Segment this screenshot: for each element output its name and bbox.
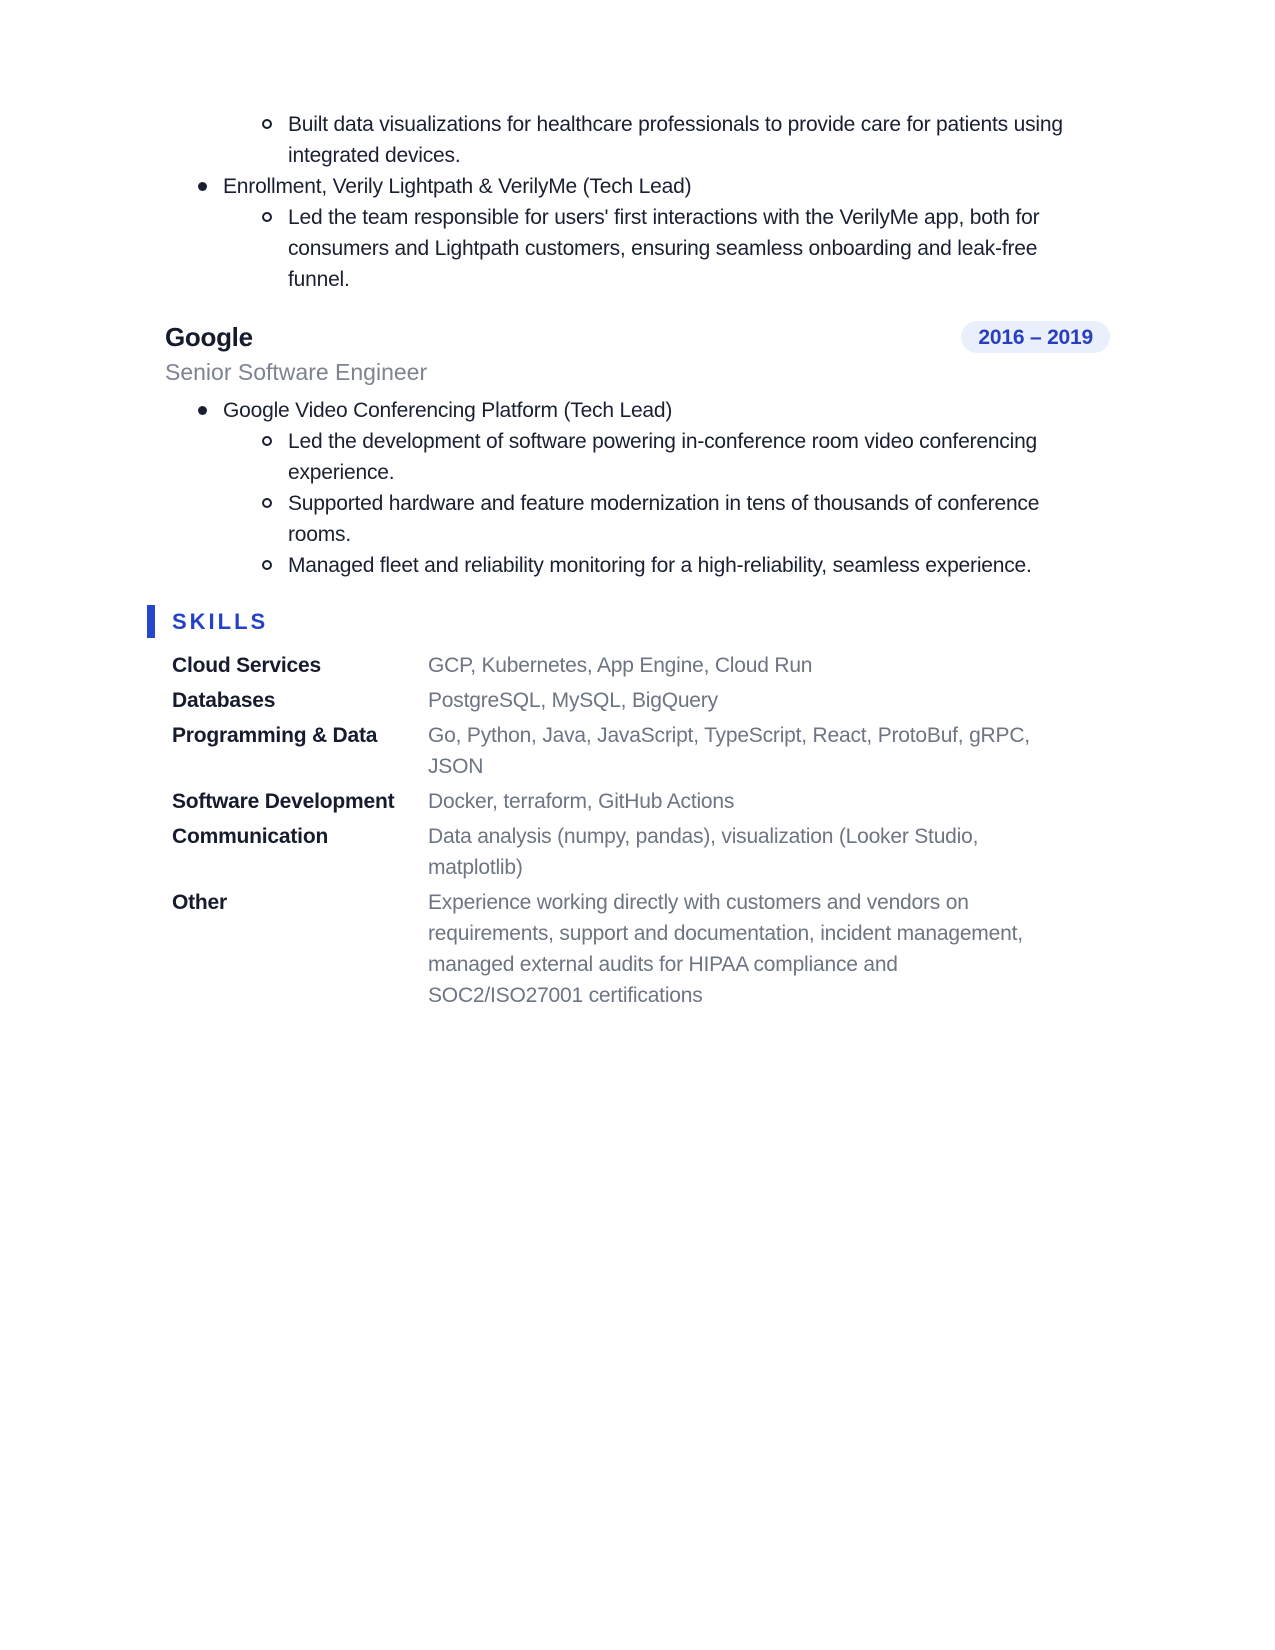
skills-section (165, 605, 1110, 1011)
skill-row (172, 650, 1110, 681)
date-range-badge: 2016 – 2019 (961, 321, 1110, 353)
experience-entry-google (165, 321, 1110, 581)
list-item (165, 426, 1110, 488)
skills-table (172, 650, 1110, 1011)
section-title: SKILLS (172, 608, 269, 634)
job-title: Senior Software Engineer (165, 359, 428, 385)
skill-category-label: Programming & Data (172, 724, 378, 747)
bullet-text: Enrollment, Verily Lightpath & VerilyMe (Tech Lead) (223, 175, 692, 198)
bullet-text: Led the team responsible for users' first interactions with the VerilyMe app, both for consumers and Lightpath customers, ensuring seamless onboarding and leak-free funnel. (288, 206, 1040, 291)
list-item (165, 109, 1110, 171)
experience-bullet-list (165, 395, 1110, 581)
skill-category-label: Software Development (172, 790, 395, 813)
list-item (165, 395, 1110, 581)
skill-value: GCP, Kubernetes, App Engine, Cloud Run (428, 654, 813, 677)
skill-category-label: Cloud Services (172, 654, 321, 677)
skill-row (172, 887, 1110, 1011)
job-header (165, 321, 1110, 353)
skill-row (172, 821, 1110, 883)
bullet-text: Built data visualizations for healthcare professionals to provide care for patients using integrated devices. (288, 113, 1063, 167)
bullet-text: Led the development of software powering in-conference room video conferencing experience. (288, 430, 1038, 484)
skill-row (172, 685, 1110, 716)
company-name: Google (165, 321, 253, 352)
bullet-text: Managed fleet and reliability monitoring for a high-reliability, seamless experience. (288, 554, 1032, 577)
skill-value: Docker, terraform, GitHub Actions (428, 790, 735, 813)
section-heading (147, 605, 1110, 638)
bullet-text: Google Video Conferencing Platform (Tech Lead) (223, 399, 673, 422)
skill-value: Go, Python, Java, JavaScript, TypeScript, React, ProtoBuf, gRPC, JSON (428, 724, 1030, 778)
list-item (165, 202, 1110, 295)
skill-row (172, 720, 1110, 782)
skill-category-label: Communication (172, 825, 329, 848)
skill-category-label: Databases (172, 689, 276, 712)
sub-bullet-list (165, 426, 1110, 581)
skill-row (172, 786, 1110, 817)
skill-value: Experience working directly with customers and vendors on requirements, support and documentation, incident management, managed external audits for HIPAA compliance and SOC2/ISO27001 certifications (428, 891, 1023, 1007)
list-item (165, 488, 1110, 550)
list-item (165, 171, 1110, 295)
sub-bullet-list (165, 202, 1110, 295)
experience-bullet-list (165, 109, 1110, 295)
heading-accent-bar (147, 605, 155, 638)
skill-value: PostgreSQL, MySQL, BigQuery (428, 689, 718, 712)
skill-value: Data analysis (numpy, pandas), visualization (Looker Studio, matplotlib) (428, 825, 979, 879)
skill-category-label: Other (172, 891, 228, 914)
experience-continuation (165, 109, 1110, 295)
bullet-text: Supported hardware and feature modernization in tens of thousands of conference rooms. (288, 492, 1040, 546)
list-item (165, 550, 1110, 581)
